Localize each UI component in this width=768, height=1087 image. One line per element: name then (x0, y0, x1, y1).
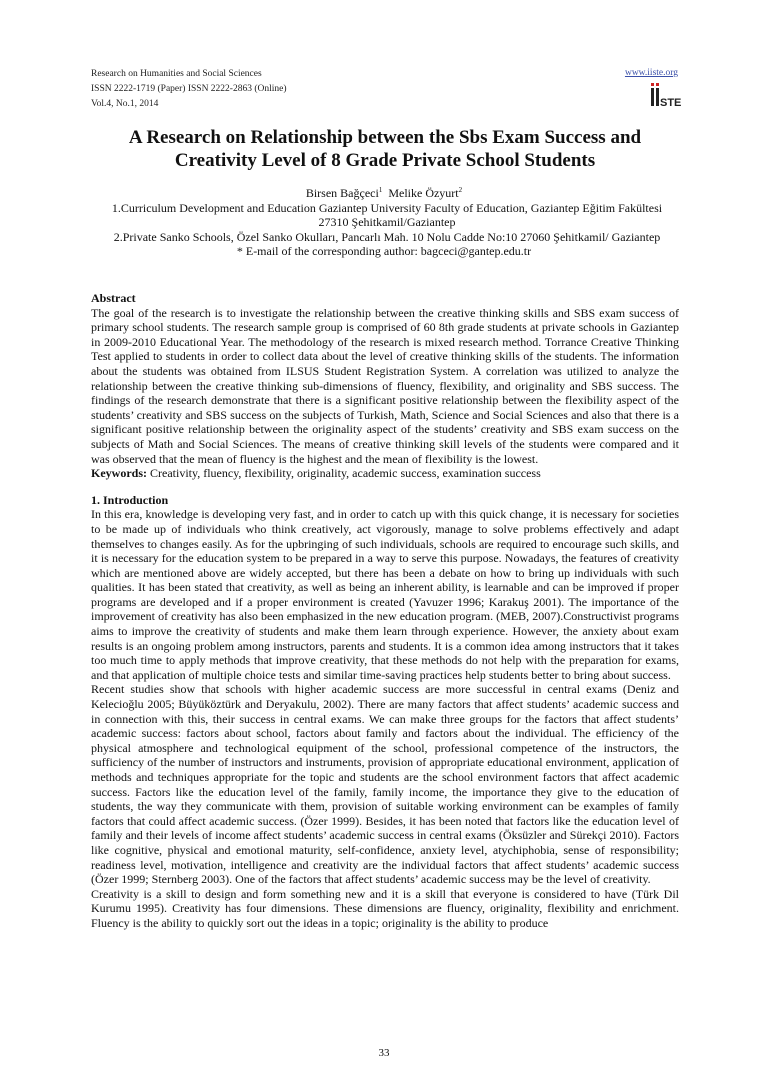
issn-line: ISSN 2222-1719 (Paper) ISSN 2222-2863 (Online) (91, 84, 287, 94)
abstract-heading: Abstract (91, 291, 136, 305)
introduction-heading: 1. Introduction (91, 492, 169, 507)
affiliation-1: 1.Curriculum Development and Education Gaziantep University Faculty of Education, Gaziantep Eğitim Fakültesi 27310 Şehitkamil/Gaziantep (111, 200, 663, 229)
affiliation-2: 2.Private Sanko Schools, Özel Sanko Okulları, Pancarlı Mah. 10 Nolu Cadde No:10 27060 Şehitkamil/ Gaziantep (113, 229, 661, 244)
keywords-label: Keywords: (91, 466, 147, 481)
keywords-line (91, 466, 679, 481)
page-number: 33 (378, 1047, 390, 1059)
paper-title: A Research on Relationship between the Sbs Exam Success and Creativity Level of 8 Grade Private School Students (128, 127, 642, 171)
iiste-logo (649, 82, 682, 109)
authors-block (91, 183, 677, 259)
journal-url-link[interactable]: www.iiste.org (624, 68, 678, 78)
keywords-list: Creativity, fluency, flexibility, originality, academic success, examination success (147, 466, 541, 481)
journal-name: Research on Humanities and Social Sciences (91, 69, 262, 79)
intro-paragraph-1: In this era, knowledge is developing very fast, and in order to catch up with this quick change, it is necessary for societies to be made up of individuals who think creatively, act vigorously, manage to solve problems effectively and adapt themselves to changes easily. As for the upbringing of such individuals, schools are required to encourage such skills, and it is necessary for the education system to be prepared in a way to serve this purpose. Nowadays, the features of creativity which are mentioned above are widely accepted, but there has been a debate on how to bring up individuals with such qualities. It has been stated that creativity, as well as being an inherent ability, is learnable and can be improved if proper programs are developed and if a proper environment is created (Yavuzer 1996; Karakuş 2001). The importance of the improvement of creativity has also been emphasized in the new education program. (MEB, 2007).Constructivist programs aims to improve the creativity of students and make them learn through experience. However, the anxiety about exam results is an ongoing problem among instructors, parents and students. It is a common idea among instructors that it takes too much time to apply methods that improve creativity, that these methods do not help with the preparation for exams, and that application of multiple choice tests and similar time-saving practices help students better to bring about success. (91, 507, 679, 682)
intro-paragraph-2: Recent studies show that schools with higher academic success are more successful in central exams (Deniz and Kelecioğlu 2005; Büyüköztürk and Deryakulu, 2002). There are many factors that affect students’ academic success and in connection with this, their success in central exams. We can make three groups for the factors that affect students’ academic success: factors about school, factors about family and factors about the individual. The efficiency of the physical atmosphere and technological equipment of the school, professional competence of the instructors, the sufficiency of the number of instructors and instruments, provision of appropriate educational environment, application of methods and techniques appropriate for the topic and students are the school environment factors that affect academic success. Factors like the education level of the family, family income, the importance they give to the education of students, the way they communicate with them, provision of suitable working environment can be examples of family factors that could affect academic success. (Özer 1999). Besides, it has been noted that factors like the education level of family and their levels of income affect students’ academic success in central exams (Öksüzler and Sürekçi 2010). Factors like cognitive, physical and emotional maturity, self-confidence, anxiety level, atychiphobia, sense of responsibility; readiness level, motivation, intelligence and creativity are the individual factors that affect students’ academic success (Özer 1999; Sternberg 2003). One of the factors that affect students’ academic success may be the level of creativity. (91, 682, 679, 887)
volume-line: Vol.4, No.1, 2014 (91, 99, 159, 109)
paper-body (91, 291, 679, 931)
author-1-sup: 1 (378, 186, 383, 194)
intro-paragraph-3: Creativity is a skill to design and form something new and it is a skill that everyone is considered to have (Türk Dil Kurumu 1995). Creativity has four dimensions. These dimensions are fluency, originality, flexibility and enrichment. Fluency is the ability to quickly sort out the ideas in a topic; originality is the ability to produce (91, 886, 679, 930)
author-2-sup: 2 (458, 186, 463, 194)
author-2: Melike Özyurt (388, 186, 459, 200)
svg-text:STE: STE (660, 97, 682, 109)
abstract-text: The goal of the research is to investigate the relationship between the creative thinking skills and SBS exam success of primary school students. The research sample group is comprised of 60 8th grade students at private schools in Gaziantep in 2009-2010 Educational Year. The methodology of the research is mixed research method. Torrance Creative Thinking Test applied to students in order to collect data about the level of creative thinking skills of the students. The information about the students was obtained from ILSUS Student Registration System. A correlation was utilized to analyze the relationship between the creative thinking sub-dimensions of fluency, flexibility, and originality and SBS success. The findings of the research demonstrate that there is a significant positive relationship between the flexibility aspect of the students’ creativity and SBS success on the subjects of Turkish, Math, Science and Social Sciences and also that there is a significant positive relationship between the originality aspect of the students’ creativity and SBS exam success on the subjects of Math and Social Sciences. The means of creative thinking skill levels of the students were compared and it was observed that the mean of fluency is the highest and the mean of flexibility is the lowest. (91, 305, 679, 466)
author-1: Birsen Bağçeci (305, 186, 379, 200)
corresponding-email: * E-mail of the corresponding author: bagceci@gantep.edu.tr (236, 244, 532, 258)
author-line (91, 183, 677, 201)
